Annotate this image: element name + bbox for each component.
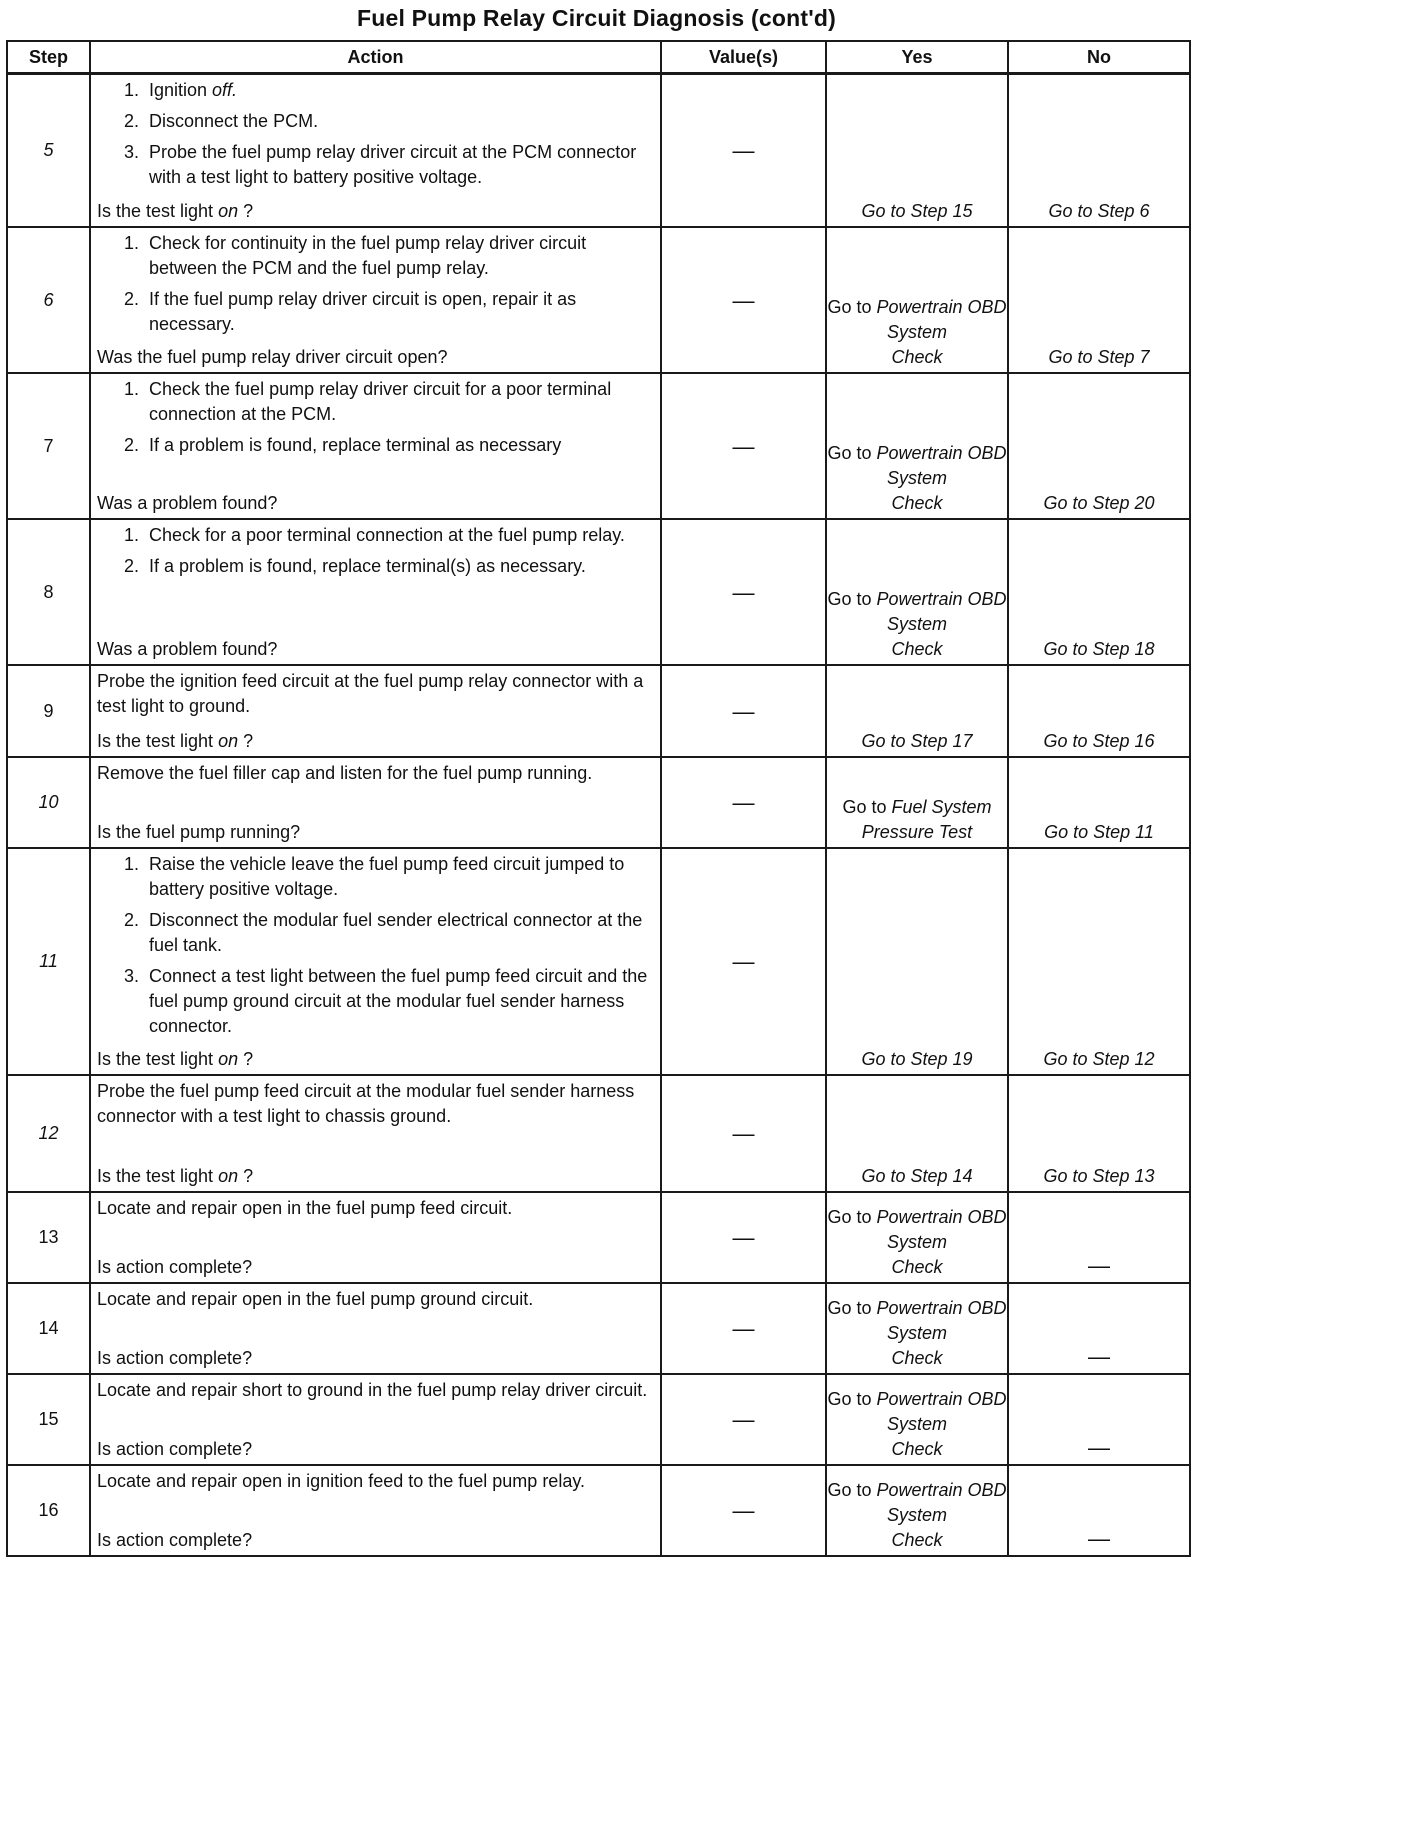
step-index: 1. (123, 854, 139, 874)
yes-goto (827, 1205, 1007, 1280)
value-cell: — (661, 373, 826, 519)
step-index: 2. (123, 910, 139, 930)
yes-action-text: Go to Step 15 (861, 201, 973, 221)
action-question (97, 820, 654, 845)
step-number: 8 (7, 519, 90, 665)
question-emphasis: on (218, 1049, 239, 1069)
action-spacer (97, 337, 654, 345)
no-action-text: Go to Step 6 (1048, 201, 1150, 221)
step-number: 9 (7, 665, 90, 757)
step-text (149, 78, 654, 103)
no-action-text: Go to Step 16 (1043, 731, 1155, 751)
goto-target: Powertrain OBD System (876, 1389, 1007, 1434)
step-number: 5 (7, 74, 90, 228)
action-step (97, 78, 654, 103)
no-action-text: Go to Step 7 (1048, 347, 1150, 367)
action-content (97, 377, 654, 516)
step-text (149, 231, 654, 281)
action-step (97, 554, 654, 579)
no-action-text: Go to Step 11 (1044, 822, 1154, 842)
no-action-text: — (1088, 1344, 1110, 1369)
action-question (97, 1164, 654, 1189)
question-tail: ? (238, 1166, 254, 1186)
action-step (97, 964, 654, 1039)
value-cell: — (661, 848, 826, 1075)
value-cell: — (661, 1075, 826, 1192)
table-row (7, 74, 1190, 228)
yes-goto (827, 795, 1007, 845)
action-content (97, 1079, 654, 1189)
action-step (97, 231, 654, 281)
goto-prefix: Go to (827, 1298, 877, 1318)
action-step (97, 852, 654, 902)
table-row (7, 665, 1190, 757)
goto-target: Powertrain OBD System (876, 1480, 1007, 1525)
action-question (97, 1437, 654, 1462)
action-cell (90, 757, 661, 848)
goto-target: Powertrain OBD System (876, 443, 1007, 488)
step-number: 12 (7, 1075, 90, 1192)
yes-goto (827, 1296, 1007, 1371)
action-question (97, 1528, 654, 1553)
action-spacer (97, 1039, 654, 1047)
action-cell (90, 227, 661, 373)
action-spacer (97, 1312, 654, 1346)
no-action-text: Go to Step 13 (1043, 1166, 1155, 1186)
step-text (149, 852, 654, 902)
question-emphasis: on (218, 1166, 239, 1186)
no-cell (1008, 1192, 1190, 1283)
value-cell: — (661, 519, 826, 665)
no-cell (1008, 665, 1190, 757)
action-spacer (97, 1221, 654, 1255)
action-steps (97, 377, 654, 458)
step-text-main: Check for continuity in the fuel pump relay driver circuit between the PCM and the fuel pump relay. (149, 233, 587, 278)
goto-target-end: Check (891, 1348, 943, 1368)
yes-cell (826, 74, 1008, 228)
header-action: Action (90, 41, 661, 74)
action-spacer (97, 786, 654, 820)
action-question (97, 1047, 654, 1072)
question-tail: ? (238, 1049, 254, 1069)
question-tail: ? (238, 201, 254, 221)
action-content (97, 761, 654, 845)
table-row (7, 519, 1190, 665)
question-text: Is the test light (97, 1166, 219, 1186)
step-text (149, 140, 654, 190)
goto-target-end: Check (891, 1530, 943, 1550)
no-action-text: Go to Step 12 (1043, 1049, 1155, 1069)
question-text: Was the fuel pump relay driver circuit open? (97, 347, 448, 367)
step-number: 16 (7, 1465, 90, 1556)
action-cell (90, 74, 661, 228)
yes-cell (826, 1192, 1008, 1283)
action-steps (97, 523, 654, 579)
no-cell (1008, 227, 1190, 373)
step-number: 10 (7, 757, 90, 848)
action-step (97, 523, 654, 548)
yes-action-text: Go to Step 14 (861, 1166, 973, 1186)
yes-goto (827, 295, 1007, 370)
step-index: 3. (123, 966, 139, 986)
goto-prefix: Go to (827, 443, 877, 463)
action-cell (90, 1374, 661, 1465)
goto-target-end: Check (891, 1439, 943, 1459)
step-text-main: Probe the fuel pump relay driver circuit at the PCM connector with a test light to battery positive voltage. (149, 142, 637, 187)
action-text: Locate and repair open in the fuel pump feed circuit. (97, 1198, 513, 1218)
action-content (97, 1378, 654, 1462)
header-values: Value(s) (661, 41, 826, 74)
value-cell: — (661, 665, 826, 757)
step-text (149, 287, 654, 337)
action-text: Locate and repair short to ground in the fuel pump relay driver circuit. (97, 1380, 648, 1400)
value-cell: — (661, 227, 826, 373)
action-text: Probe the ignition feed circuit at the fuel pump relay connector with a test light to ground. (97, 671, 644, 716)
step-number: 15 (7, 1374, 90, 1465)
yes-cell (826, 1283, 1008, 1374)
action-content (97, 852, 654, 1072)
step-index: 2. (123, 289, 139, 309)
step-text (149, 433, 654, 458)
header-yes: Yes (826, 41, 1008, 74)
step-index: 3. (123, 142, 139, 162)
no-action-text: — (1088, 1435, 1110, 1460)
question-text: Is action complete? (97, 1257, 253, 1277)
table-row (7, 227, 1190, 373)
action-spacer (97, 1129, 654, 1164)
action-content (97, 669, 654, 754)
no-cell (1008, 519, 1190, 665)
step-text (149, 554, 654, 579)
action-content (97, 1469, 654, 1553)
table-row (7, 757, 1190, 848)
action-cell (90, 1283, 661, 1374)
yes-cell (826, 757, 1008, 848)
action-steps (97, 852, 654, 1039)
question-text: Is the test light (97, 201, 219, 221)
no-cell (1008, 1465, 1190, 1556)
step-text-main: Disconnect the modular fuel sender electrical connector at the fuel tank. (149, 910, 643, 955)
goto-target: Powertrain OBD System (876, 1298, 1007, 1343)
action-question (97, 729, 654, 754)
table-row (7, 1283, 1190, 1374)
no-action-text: — (1088, 1253, 1110, 1278)
yes-goto (827, 1478, 1007, 1553)
question-tail: ? (238, 731, 254, 751)
no-action-text: Go to Step 20 (1043, 493, 1155, 513)
table-row (7, 373, 1190, 519)
step-index: 1. (123, 379, 139, 399)
action-text: Locate and repair open in ignition feed to the fuel pump relay. (97, 1471, 585, 1491)
yes-goto (827, 1387, 1007, 1462)
header-row (7, 41, 1190, 74)
step-index: 1. (123, 525, 139, 545)
table-row (7, 1075, 1190, 1192)
page-title: Fuel Pump Relay Circuit Diagnosis (cont'd) (356, 5, 837, 31)
action-question (97, 1346, 654, 1371)
step-text-main: Disconnect the PCM. (149, 111, 319, 131)
goto-target: Powertrain OBD System (876, 297, 1007, 342)
action-spacer (97, 1403, 654, 1437)
yes-action-text: Go to Step 17 (861, 731, 973, 751)
action-step (97, 140, 654, 190)
header-no: No (1008, 41, 1190, 74)
goto-prefix: Go to (827, 297, 877, 317)
action-cell (90, 1192, 661, 1283)
step-text-main: Check the fuel pump relay driver circuit for a poor terminal connection at the PCM. (149, 379, 612, 424)
no-action-text: — (1088, 1526, 1110, 1551)
yes-cell (826, 665, 1008, 757)
action-content (97, 1287, 654, 1371)
step-text (149, 109, 654, 134)
goto-target: Fuel System Pressure Test (861, 797, 992, 842)
diagnosis-table (6, 40, 1191, 1557)
question-text: Is action complete? (97, 1439, 253, 1459)
action-steps (97, 78, 654, 190)
action-spacer (97, 579, 654, 637)
table-row (7, 1465, 1190, 1556)
step-index: 1. (123, 233, 139, 253)
step-number: 7 (7, 373, 90, 519)
action-spacer (97, 1494, 654, 1528)
step-index: 1. (123, 80, 139, 100)
table-row (7, 1374, 1190, 1465)
step-text (149, 377, 654, 427)
question-text: Is action complete? (97, 1348, 253, 1368)
step-text-emphasis: off. (212, 80, 238, 100)
value-cell: — (661, 1283, 826, 1374)
step-text (149, 908, 654, 958)
step-number: 13 (7, 1192, 90, 1283)
value-cell: — (661, 1465, 826, 1556)
step-text-main: If a problem is found, replace terminal(s) as necessary. (149, 556, 586, 576)
goto-target: Powertrain OBD System (876, 1207, 1007, 1252)
question-text: Was a problem found? (97, 493, 278, 513)
no-cell (1008, 1283, 1190, 1374)
value-cell: — (661, 74, 826, 228)
action-step (97, 377, 654, 427)
no-cell (1008, 848, 1190, 1075)
question-text: Is the test light (97, 731, 219, 751)
yes-cell (826, 1374, 1008, 1465)
yes-goto (827, 441, 1007, 516)
action-cell (90, 848, 661, 1075)
action-question (97, 637, 654, 662)
action-spacer (97, 719, 654, 729)
yes-cell (826, 519, 1008, 665)
yes-cell (826, 1465, 1008, 1556)
action-question (97, 199, 654, 224)
step-text-main: If a problem is found, replace terminal as necessary (149, 435, 562, 455)
step-text-main: Raise the vehicle leave the fuel pump feed circuit jumped to battery positive voltage. (149, 854, 625, 899)
goto-prefix: Go to (842, 797, 892, 817)
action-spacer (97, 190, 654, 199)
no-cell (1008, 74, 1190, 228)
step-text-main: Connect a test light between the fuel pump feed circuit and the fuel pump ground circuit at the modular fuel sender harness connector. (149, 966, 648, 1036)
step-text-main: Ignition (149, 80, 213, 100)
step-index: 2. (123, 435, 139, 455)
header-step: Step (7, 41, 90, 74)
question-emphasis: on (218, 731, 239, 751)
goto-prefix: Go to (827, 589, 877, 609)
action-content (97, 1196, 654, 1280)
value-cell: — (661, 1192, 826, 1283)
action-question (97, 1255, 654, 1280)
table-row (7, 1192, 1190, 1283)
step-text (149, 523, 654, 548)
question-text: Is the fuel pump running? (97, 822, 301, 842)
action-text: Locate and repair open in the fuel pump ground circuit. (97, 1289, 534, 1309)
yes-cell (826, 373, 1008, 519)
goto-prefix: Go to (827, 1207, 877, 1227)
goto-target-end: Check (891, 1257, 943, 1277)
goto-prefix: Go to (827, 1389, 877, 1409)
goto-target: Powertrain OBD System (876, 589, 1007, 634)
no-cell (1008, 1374, 1190, 1465)
action-content (97, 78, 654, 224)
action-text: Remove the fuel filler cap and listen for the fuel pump running. (97, 763, 593, 783)
yes-action-text: Go to Step 19 (861, 1049, 973, 1069)
step-number: 6 (7, 227, 90, 373)
step-index: 2. (123, 556, 139, 576)
step-number: 14 (7, 1283, 90, 1374)
action-step (97, 433, 654, 458)
step-number: 11 (7, 848, 90, 1075)
no-cell (1008, 757, 1190, 848)
action-cell (90, 665, 661, 757)
yes-cell (826, 227, 1008, 373)
step-text-main: If the fuel pump relay driver circuit is open, repair it as necessary. (149, 289, 577, 334)
action-text: Probe the fuel pump feed circuit at the modular fuel sender harness connector with a test light to chassis ground. (97, 1081, 635, 1126)
table-row (7, 848, 1190, 1075)
yes-goto (827, 587, 1007, 662)
goto-target-end: Check (891, 639, 943, 659)
step-text-main: Check for a poor terminal connection at the fuel pump relay. (149, 525, 625, 545)
action-step (97, 908, 654, 958)
step-index: 2. (123, 111, 139, 131)
no-cell (1008, 1075, 1190, 1192)
value-cell: — (661, 757, 826, 848)
goto-prefix: Go to (827, 1480, 877, 1500)
action-cell (90, 373, 661, 519)
step-text (149, 964, 654, 1039)
question-text: Is action complete? (97, 1530, 253, 1550)
yes-cell (826, 1075, 1008, 1192)
goto-target-end: Check (891, 493, 943, 513)
value-cell: — (661, 1374, 826, 1465)
no-cell (1008, 373, 1190, 519)
action-content (97, 523, 654, 662)
action-step (97, 109, 654, 134)
action-question (97, 345, 654, 370)
action-cell (90, 519, 661, 665)
question-text: Was a problem found? (97, 639, 278, 659)
question-text: Is the test light (97, 1049, 219, 1069)
no-action-text: Go to Step 18 (1043, 639, 1155, 659)
yes-cell (826, 848, 1008, 1075)
action-cell (90, 1465, 661, 1556)
action-spacer (97, 458, 654, 491)
action-cell (90, 1075, 661, 1192)
action-steps (97, 231, 654, 337)
question-emphasis: on (218, 201, 239, 221)
goto-target-end: Check (891, 347, 943, 367)
action-step (97, 287, 654, 337)
action-question (97, 491, 654, 516)
action-content (97, 231, 654, 370)
